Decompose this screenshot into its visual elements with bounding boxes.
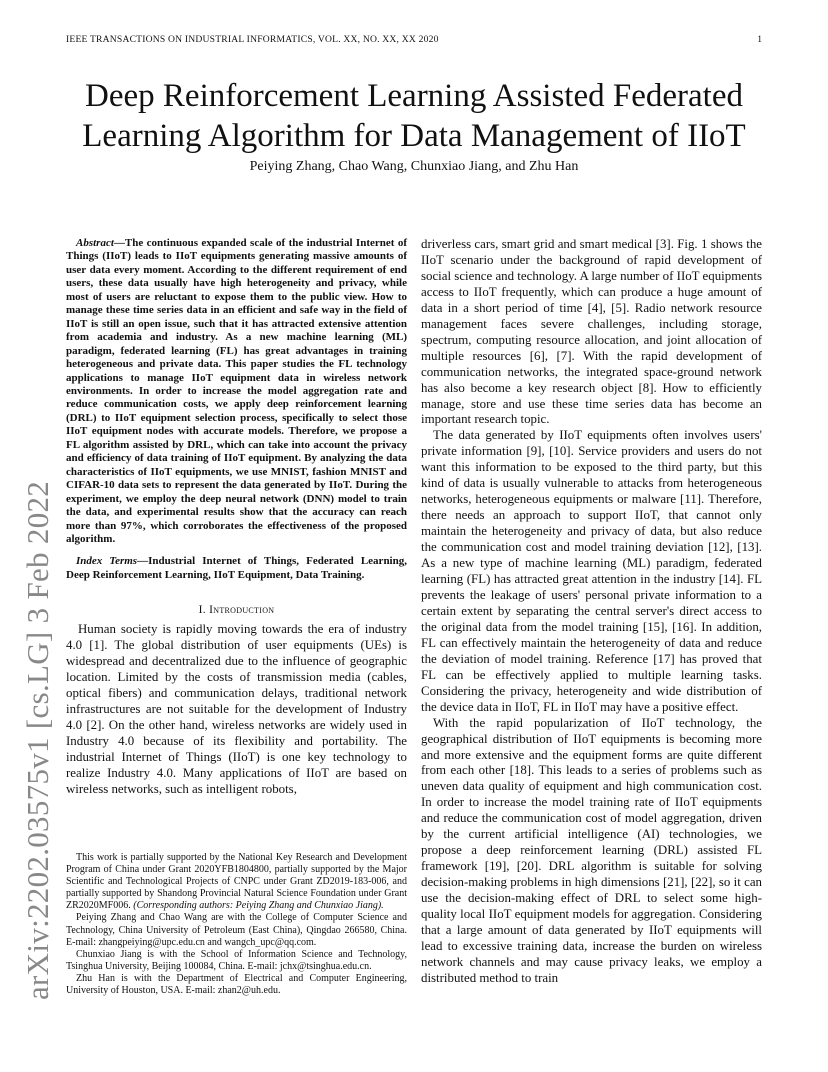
index-terms-label: Index Terms: [76, 555, 138, 568]
arxiv-watermark: arXiv:2202.03575v1 [cs.LG] 3 Feb 2022: [20, 480, 55, 1000]
right-column: [421, 237, 762, 987]
affiliation-note-1: Peiying Zhang and Chao Wang are with the College of Computer Science and Technology, China University of Petroleum (East China), Qingdao 266580, China. E-mail: zhangpeiying@upc.edu.cn and wangch_upc@qq.com.: [66, 912, 407, 948]
journal-header: IEEE TRANSACTIONS ON INDUSTRIAL INFORMATICS, VOL. XX, NO. XX, XX 2020: [66, 34, 439, 45]
affiliation-note-2: Chunxiao Jiang is with the School of Information Science and Technology, Tsinghua University, Beijing 100084, China. E-mail: jchx@tsinghua.edu.cn.: [66, 948, 407, 972]
corresponding-authors: (Corresponding authors: Peiying Zhang and Chunxiao Jiang).: [133, 900, 384, 912]
intro-paragraph: Human society is rapidly moving towards the era of industry 4.0 [1]. The global distribution of user equipments (UEs) is widespread and decentralized due to the influence of geographic location. Limited by the costs of transmission media (cables, optical fibers) and communication delays, traditional network infrastructures are not suitable for the development of Industry 4.0 [2]. On the other hand, wireless networks are widely used in Industry 4.0 because of its flexibility and portability. The industrial Internet of Things (IIoT) is one key technology to realize Industry 4.0. Many applications of IIoT are based on wireless networks, such as intelligent robots,: [66, 622, 407, 796]
title-line-1: Deep Reinforcement Learning Assisted Federated: [85, 78, 743, 114]
abstract-label: Abstract: [76, 237, 114, 249]
section-title: Introduction: [209, 604, 275, 617]
index-terms: Index Terms—Industrial Internet of Things, Federated Learning, Deep Reinforcement Learning, IIoT Equipment, Data Training.: [66, 555, 407, 581]
section-number: I.: [198, 604, 210, 617]
page-number: 1: [757, 34, 762, 45]
title-line-2: Learning Algorithm for Data Management of IIoT: [82, 118, 746, 154]
funding-text: This work is partially supported by the National Key Research and Development Program of China under Grant 2020YFB1804800, partially supported by the Major Scientific and Technological Projects of CNPC under Grant ZD2019-183-006, and partially supported by Shandong Provincial Natural Science Foundation under Grant ZR2020MF006.: [66, 852, 407, 912]
footnotes: [66, 852, 407, 997]
funding-note: [66, 852, 407, 912]
abstract: Abstract—The continuous expanded scale of the industrial Internet of Things (IIoT) leads to IIoT equipments generating massive amounts of user data every moment. According to the different requirement of end users, these data usually have high heterogeneity and privacy, while most of users are reluctant to expose them to the public view. How to manage these time series data in an efficient and safe way in the field of IIoT is still an open issue, such that it has attracted extensive attention from academia and industry. As a new machine learning (ML) paradigm, federated learning (FL) has great advantages in training heterogeneous and private data. This paper studies the FL technology applications to manage IIoT equipment data in wireless network environments. In order to increase the model aggregation rate and reduce communication costs, we apply deep reinforcement learning (DRL) to IIoT equipment selection process, specifically to select those IIoT equipment nodes with accurate models. Therefore, we propose a FL algorithm assisted by DRL, which can take into account the privacy and efficiency of data training of IIoT equipment. By analyzing the data characteristics of IIoT equipments, we use MNIST, fashion MNIST and CIFAR-10 data sets to represent the data generated by IIoT. During the experiment, we employ the deep neural network (DNN) model to train the data, and experimental results show that the accuracy can reach more than 97%, which corroborates the effectiveness of the proposed algorithm.: [66, 237, 407, 545]
section-heading: [66, 604, 407, 616]
affiliation-note-3: Zhu Han is with the Department of Electrical and Computer Engineering, University of Houston, USA. E-mail: zhan2@uh.edu.: [66, 972, 407, 997]
body-paragraph-1: driverless cars, smart grid and smart medical [3]. Fig. 1 shows the IIoT scenario under the background of rapid development of social science and technology. A large number of IIoT equipments access to IIoT frequently, which can produce a huge amount of data in a short period of time [4], [5]. Radio network resource management faces severe challenges, including storage, spectrum, computing resource allocation, and joint allocation of multiple resources [6], [7]. With the rapid development of communication networks, the integrated space-ground network has also become a key research object [8]. How to efficiently manage, store and use these time series data has become an important research topic.: [421, 237, 762, 427]
author-list: Peiying Zhang, Chao Wang, Chunxiao Jiang, and Zhu Han: [249, 159, 579, 174]
abstract-text: The continuous expanded scale of the industrial Internet of Things (IIoT) leads to IIoT equipments generating massive amounts of user data every moment. According to the different requirement of end users, these data usually have high heterogeneity and privacy, while most of users are reluctant to expose them to the public view. How to manage these time series data in an efficient and safe way in the field of IIoT is still an open issue, such that it has attracted extensive attention from academia and industry. As a new machine learning (ML) paradigm, federated learning (FL) has great advantages in training heterogeneous and private data. This paper studies the FL technology applications to manage IIoT equipment data in wireless network environments. In order to increase the model aggregation rate and reduce communication costs, we apply deep reinforcement learning (DRL) to IIoT equipment selection process, specifically to select those IIoT equipment nodes with accurate models. Therefore, we propose a FL algorithm assisted by DRL, which can take into account the privacy and efficiency of data training of IIoT equipment. By analyzing the data characteristics of IIoT equipments, we use MNIST, fashion MNIST and CIFAR-10 data sets to represent the data generated by IIoT. During the experiment, we employ the deep neural network (DNN) model to train the data, and experimental results show that the accuracy can reach more than 97%, which corroborates the effectiveness of the proposed algorithm.: [66, 237, 407, 545]
body-paragraph-2: The data generated by IIoT equipments often involves users' private information [9], [10]. Service providers and users do not want this information to be exposed to the third party, but this kind of data is usually vulnerable to attacks from heterogeneous networks, heterogeneous equipments or malware [11]. Therefore, there needs an approach to support IIoT, that cannot only maintain the heterogeneity and privacy of data, but also reduce the communication cost and model training deviation [12], [13]. As a new type of machine learning (ML) paradigm, federated learning (FL) has attracted great attention in the industry [14]. FL prevents the leakage of users' personal private information to a certain extent by separating the central server's direct access to the original data from the model training [15], [16]. In addition, FL can effectively maintain the heterogeneity of data and reduce the deviation of model training. Reference [17] has proved that FL can be effectively applied to multiple learning tasks. Considering the privacy, heterogeneity and wide distribution of the device data in IIoT, FL in IIoT may have a positive effect.: [421, 428, 762, 714]
index-terms-text: Industrial Internet of Things, Federated Learning, Deep Reinforcement Learning, IIoT Equipment, Data Training.: [66, 555, 407, 581]
body-paragraph-3: With the rapid popularization of IIoT technology, the geographical distribution of IIoT equipments is becoming more and more extensive and the equipment forms are quite different from each other [18]. This leads to a series of problems such as uneven data quality of equipment and high communication cost. In order to increase the model training rate of IIoT equipments and reduce the communication cost of model aggregation, driven by the current artificial intelligence (AI) technologies, we propose a deep reinforcement learning (DRL) assisted FL framework [19], [20]. DRL algorithm is suitable for solving decision-making problems in high dimensions [21], [22], so it can use the decision-making effect of DRL to select some high-quality local IIoT equipment models for aggregation. Considering that a large amount of data generated by IIoT equipments will lead to excessive training data, increase the burden on wireless network channels and may cause privacy leaks, we employ a distributed method to train: [421, 715, 762, 985]
left-column: [66, 237, 407, 798]
paper-title: [40, 76, 788, 156]
